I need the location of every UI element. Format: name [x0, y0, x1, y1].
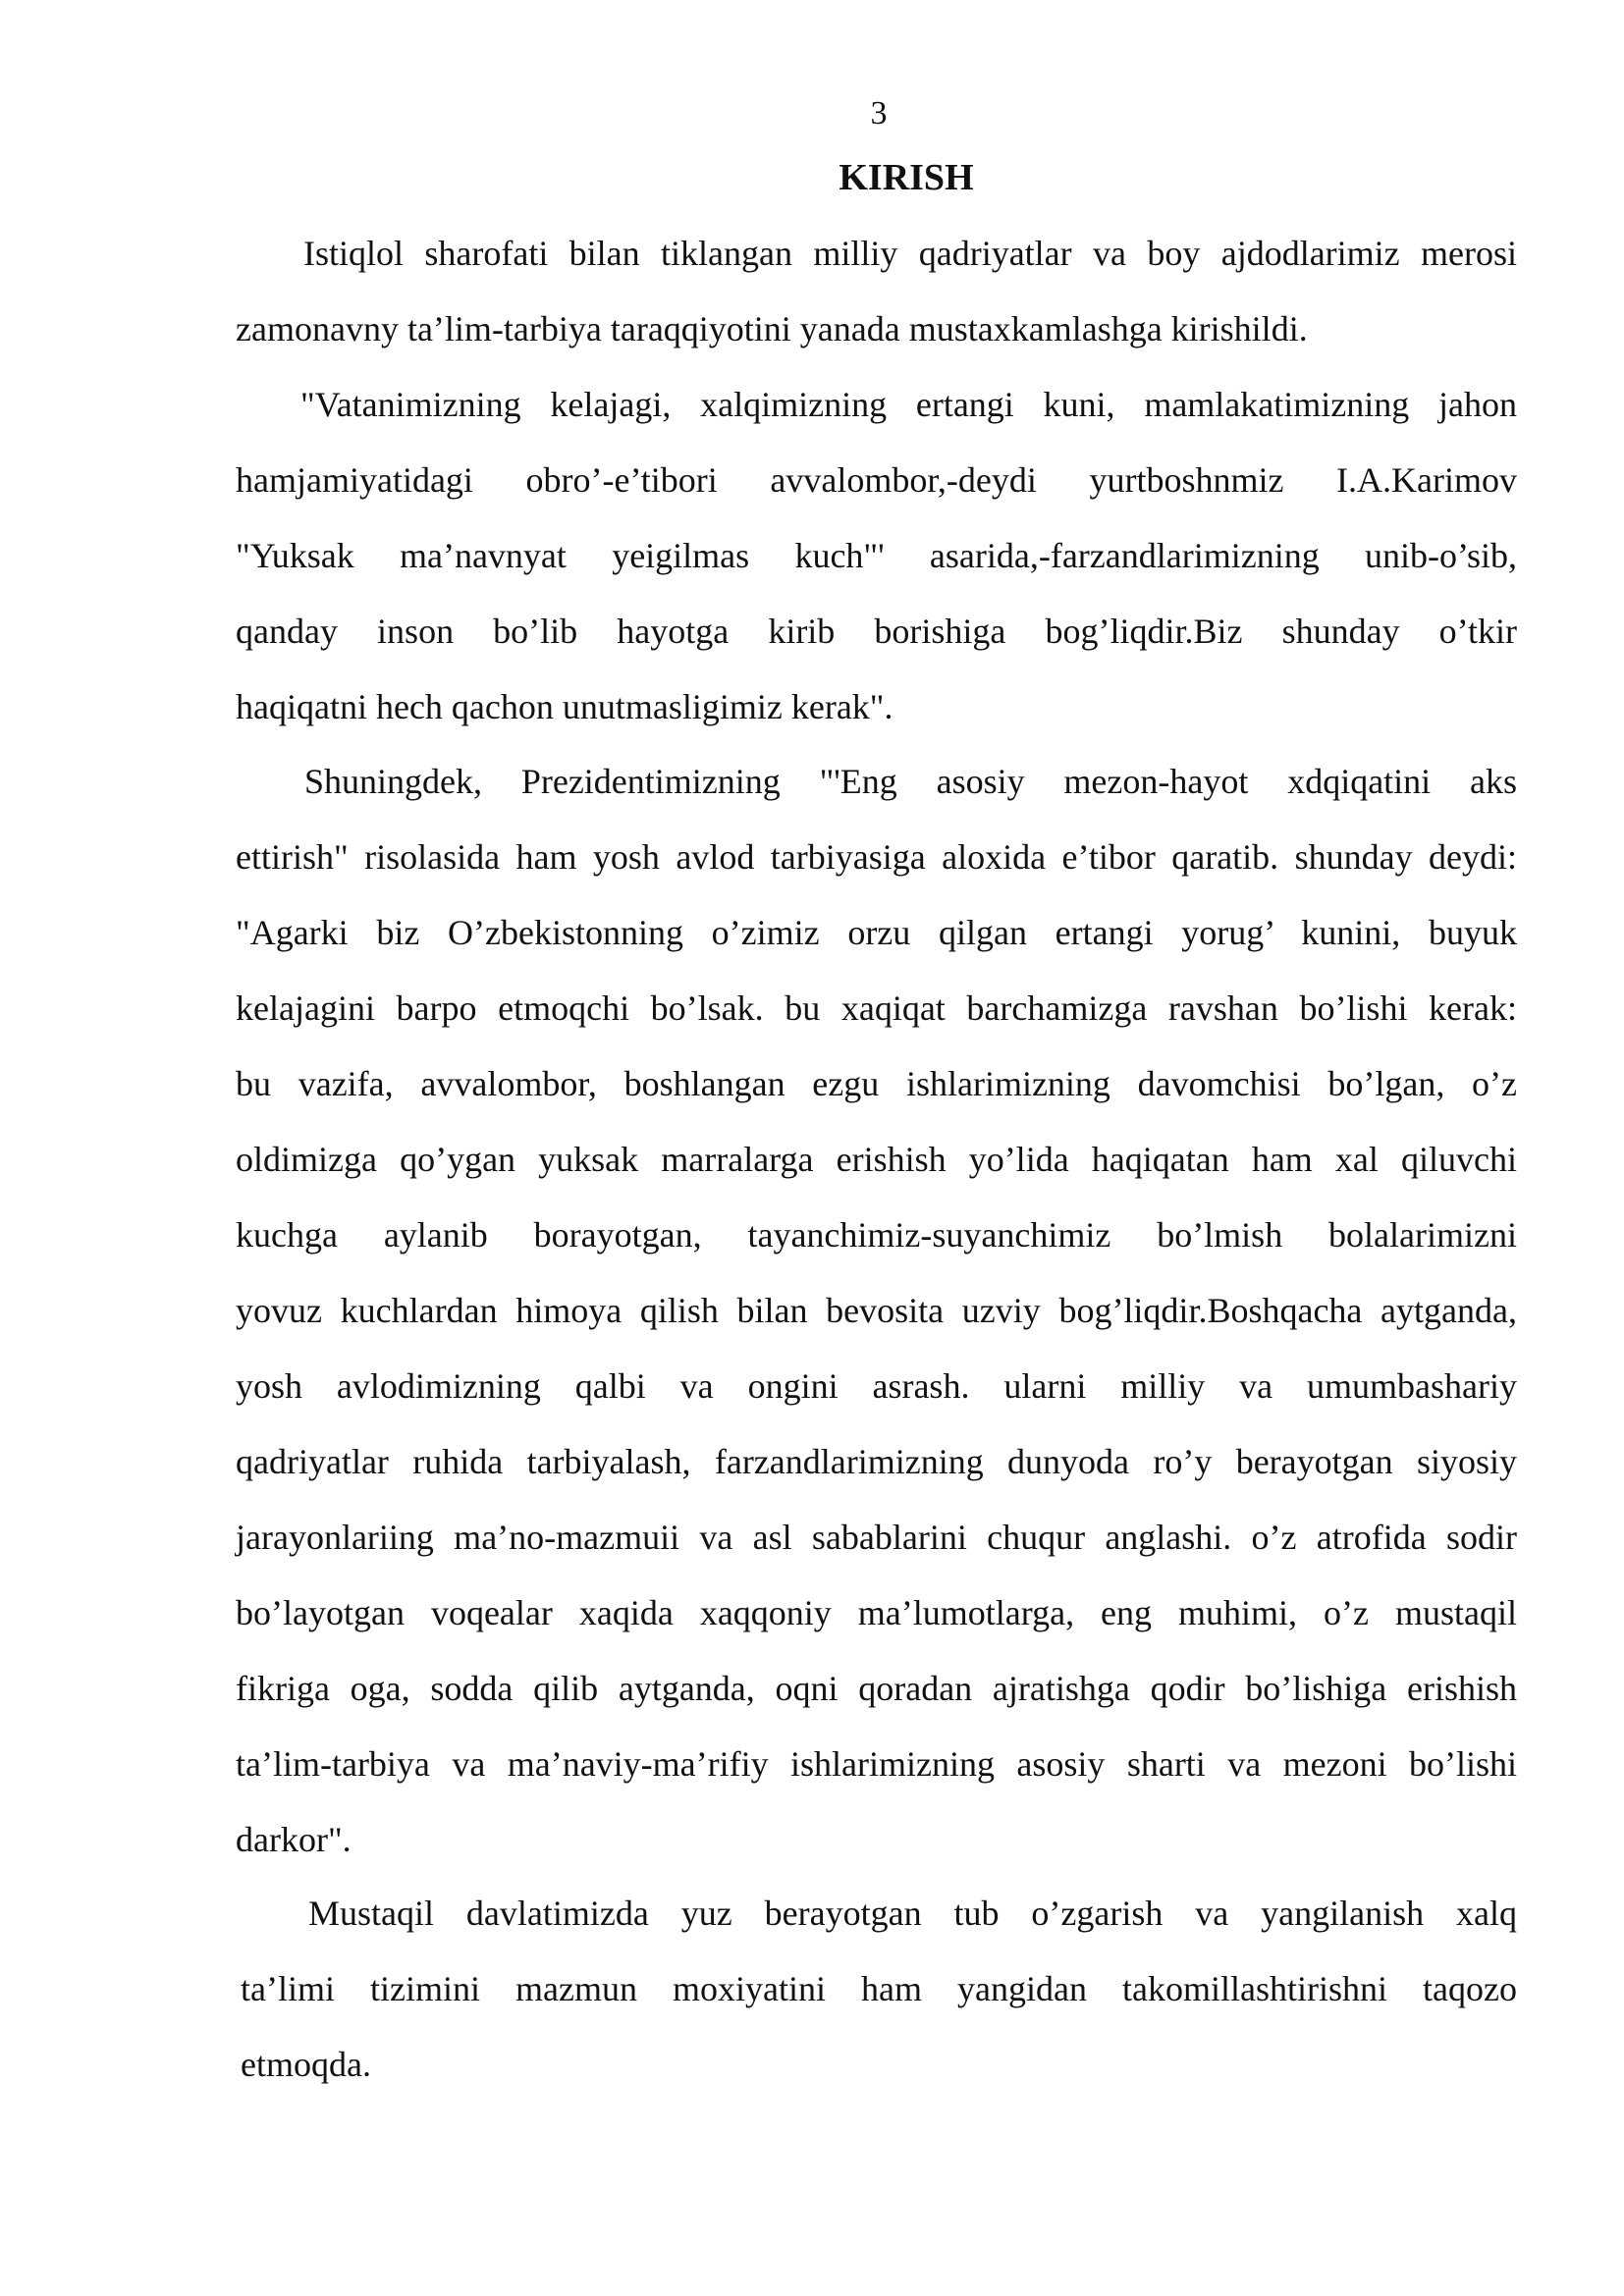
text-line: zamonavny ta’lim-tarbiya taraqqiyotini yanada mustaxkamlashga kirishildi. [236, 309, 1308, 348]
paragraph-1 [236, 216, 1517, 367]
text-line: etmoqda. [241, 2045, 371, 2084]
paragraph-text [241, 1876, 1517, 2103]
paragraph-text [236, 216, 1517, 367]
text-line: oldimizga qo’ygan yuksak marralarga erishish yo’lida haqiqatan ham xal qiluvchi [236, 1140, 1517, 1179]
page-number: 3 [870, 95, 888, 132]
text-line: hamjamiyatidagi obro’-e’tibori avvalombor,-deydi yurtboshnmiz I.A.Karimov [236, 460, 1517, 500]
section-heading: KIRISH [839, 157, 974, 198]
text-line: ta’lim-tarbiya va ma’naviy-ma’rifiy ishlarimizning asosiy sharti va mezoni bo’lishi [236, 1744, 1517, 1784]
text-line: yosh avlodimizning qalbi va ongini asrash. ularni milliy va umumbashariy [236, 1366, 1517, 1406]
text-line: Mustaqil davlatimizda yuz berayotgan tub o’zgarish va yangilanish xalq [308, 1894, 1517, 1933]
text-line: yovuz kuchlardan himoya qilish bilan bevosita uzviy bog’liqdir.Boshqacha aytganda, [236, 1291, 1517, 1330]
text-line: darkor". [236, 1820, 352, 1859]
text-line: qadriyatlar ruhida tarbiyalash, farzandlarimizning dunyoda ro’y berayotgan siyosiy [236, 1442, 1517, 1481]
text-line: ettirish" risolasida ham yosh avlod tarbiyasiga aloxida e’tibor qaratib. shunday deydi: [236, 837, 1517, 877]
paragraph-text [236, 367, 1517, 745]
text-line: kelajagini barpo etmoqchi bo’lsak. bu xaqiqat barchamizga ravshan bo’lishi kerak: [236, 988, 1517, 1028]
paragraph-4 [241, 1876, 1517, 2103]
text-line: "Yuksak ma’navnyat yeigilmas kuch"' asarida,-farzandlarimizning unib-o’sib, [236, 536, 1517, 575]
text-line: fikriga oga, sodda qilib aytganda, oqni qoradan ajratishga qodir bo’lishiga erishish [236, 1669, 1517, 1708]
text-line: "Vatanimizning kelajagi, xalqimizning ertangi kuni, mamlakatimizning jahon [300, 385, 1517, 424]
text-line: kuchga aylanib borayotgan, tayanchimiz-suyanchimiz bo’lmish bolalarimizni [236, 1215, 1517, 1255]
text-line: haqiqatni hech qachon unutmasligimiz kerak". [236, 687, 893, 726]
text-line: bu vazifa, avvalombor, boshlangan ezgu ishlarimizning davomchisi bo’lgan, o’z [236, 1064, 1517, 1103]
text-line: Istiqlol sharofati bilan tiklangan milliy qadriyatlar va boy ajdodlarimiz merosi [303, 234, 1517, 273]
paragraph-text [236, 744, 1517, 1878]
text-line: jarayonlariing ma’no-mazmuii va asl sabablarini chuqur anglashi. o’z atrofida sodir [236, 1518, 1517, 1557]
text-line: qanday inson bo’lib hayotga kirib borishiga bog’liqdir.Biz shunday o’tkir [236, 612, 1517, 651]
text-line: ta’limi tizimini mazmun moxiyatini ham yangidan takomillashtirishni taqozo [241, 1969, 1517, 2008]
text-line: bo’layotgan voqealar xaqida xaqqoniy ma’lumotlarga, eng muhimi, o’z mustaqil [236, 1593, 1517, 1632]
text-line: "Agarki biz O’zbekistonning o’zimiz orzu qilgan ertangi yorug’ kunini, buyuk [236, 913, 1517, 952]
paragraph-2 [236, 367, 1517, 745]
paragraph-3 [236, 744, 1517, 1878]
text-line: Shuningdek, Prezidentimizning "'Eng asosiy mezon-hayot xdqiqatini aks [304, 762, 1517, 801]
